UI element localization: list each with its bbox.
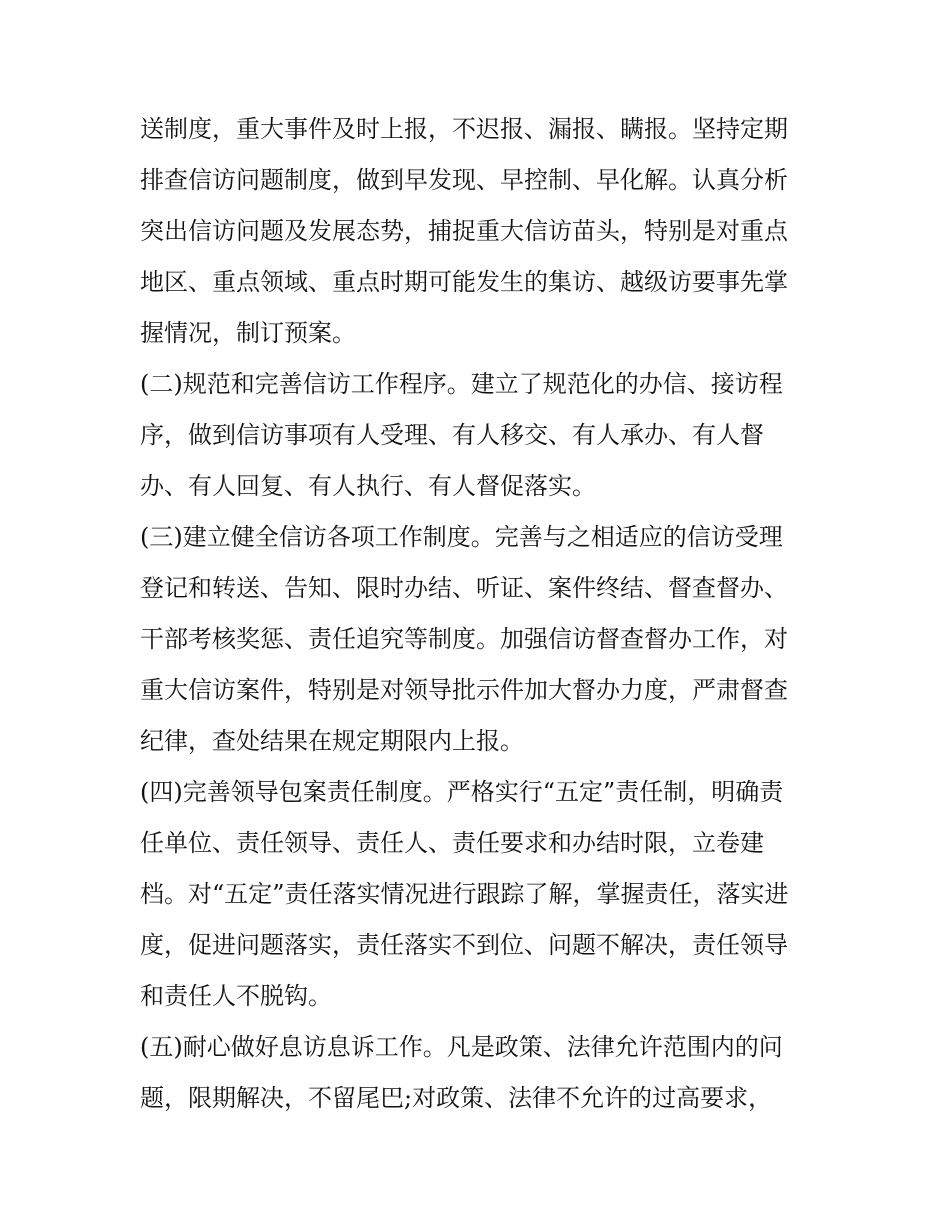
text-line: 度，促进问题落实，责任落实不到位、问题不解决，责任领导: [140, 931, 788, 959]
text-line: 地区、重点领域、重点时期可能发生的集访、越级访要事先掌: [140, 268, 788, 296]
text-line: 序，做到信访事项有人受理、有人移交、有人承办、有人督: [140, 421, 764, 449]
section-heading-line: (四)完善领导包案责任制度。严格实行“五定”责任制，明确责: [140, 778, 784, 806]
section-heading-line: (五)耐心做好息访息诉工作。凡是政策、法律允许范围内的问: [140, 1033, 783, 1061]
text-line: 题，限期解决，不留尾巴;对政策、法律不允许的过高要求，: [140, 1084, 773, 1112]
text-line: 突出信访问题及发展态势，捕捉重大信访苗头，特别是对重点: [140, 217, 788, 245]
text-line: 干部考核奖惩、责任追究等制度。加强信访督查督办工作，对: [140, 625, 788, 653]
section-heading-line: (二)规范和完善信访工作程序。建立了规范化的办信、接访程: [140, 370, 783, 398]
text-line: 重大信访案件，特别是对领导批示件加大督办力度，严肃督查: [140, 676, 788, 704]
text-line: 握情况，制订预案。: [140, 319, 356, 347]
text-line: 纪律，查处结果在规定期限内上报。: [140, 727, 524, 755]
text-line: 办、有人回复、有人执行、有人督促落实。: [140, 472, 596, 500]
text-line: 排查信访问题制度，做到早发现、早控制、早化解。认真分析: [140, 166, 788, 194]
text-line: 任单位、责任领导、责任人、责任要求和办结时限，立卷建: [140, 829, 764, 857]
document-body: [140, 104, 820, 1124]
text-line: 登记和转送、告知、限时办结、听证、案件终结、督查督办、: [140, 574, 788, 602]
text-line: 档。对“五定”责任落实情况进行跟踪了解，掌握责任，落实进: [140, 880, 789, 908]
text-line: 送制度，重大事件及时上报，不迟报、漏报、瞒报。坚持定期: [140, 115, 788, 143]
text-line: 和责任人不脱钩。: [140, 982, 332, 1010]
section-heading-line: (三)建立健全信访各项工作制度。完善与之相适应的信访受理: [140, 523, 783, 551]
